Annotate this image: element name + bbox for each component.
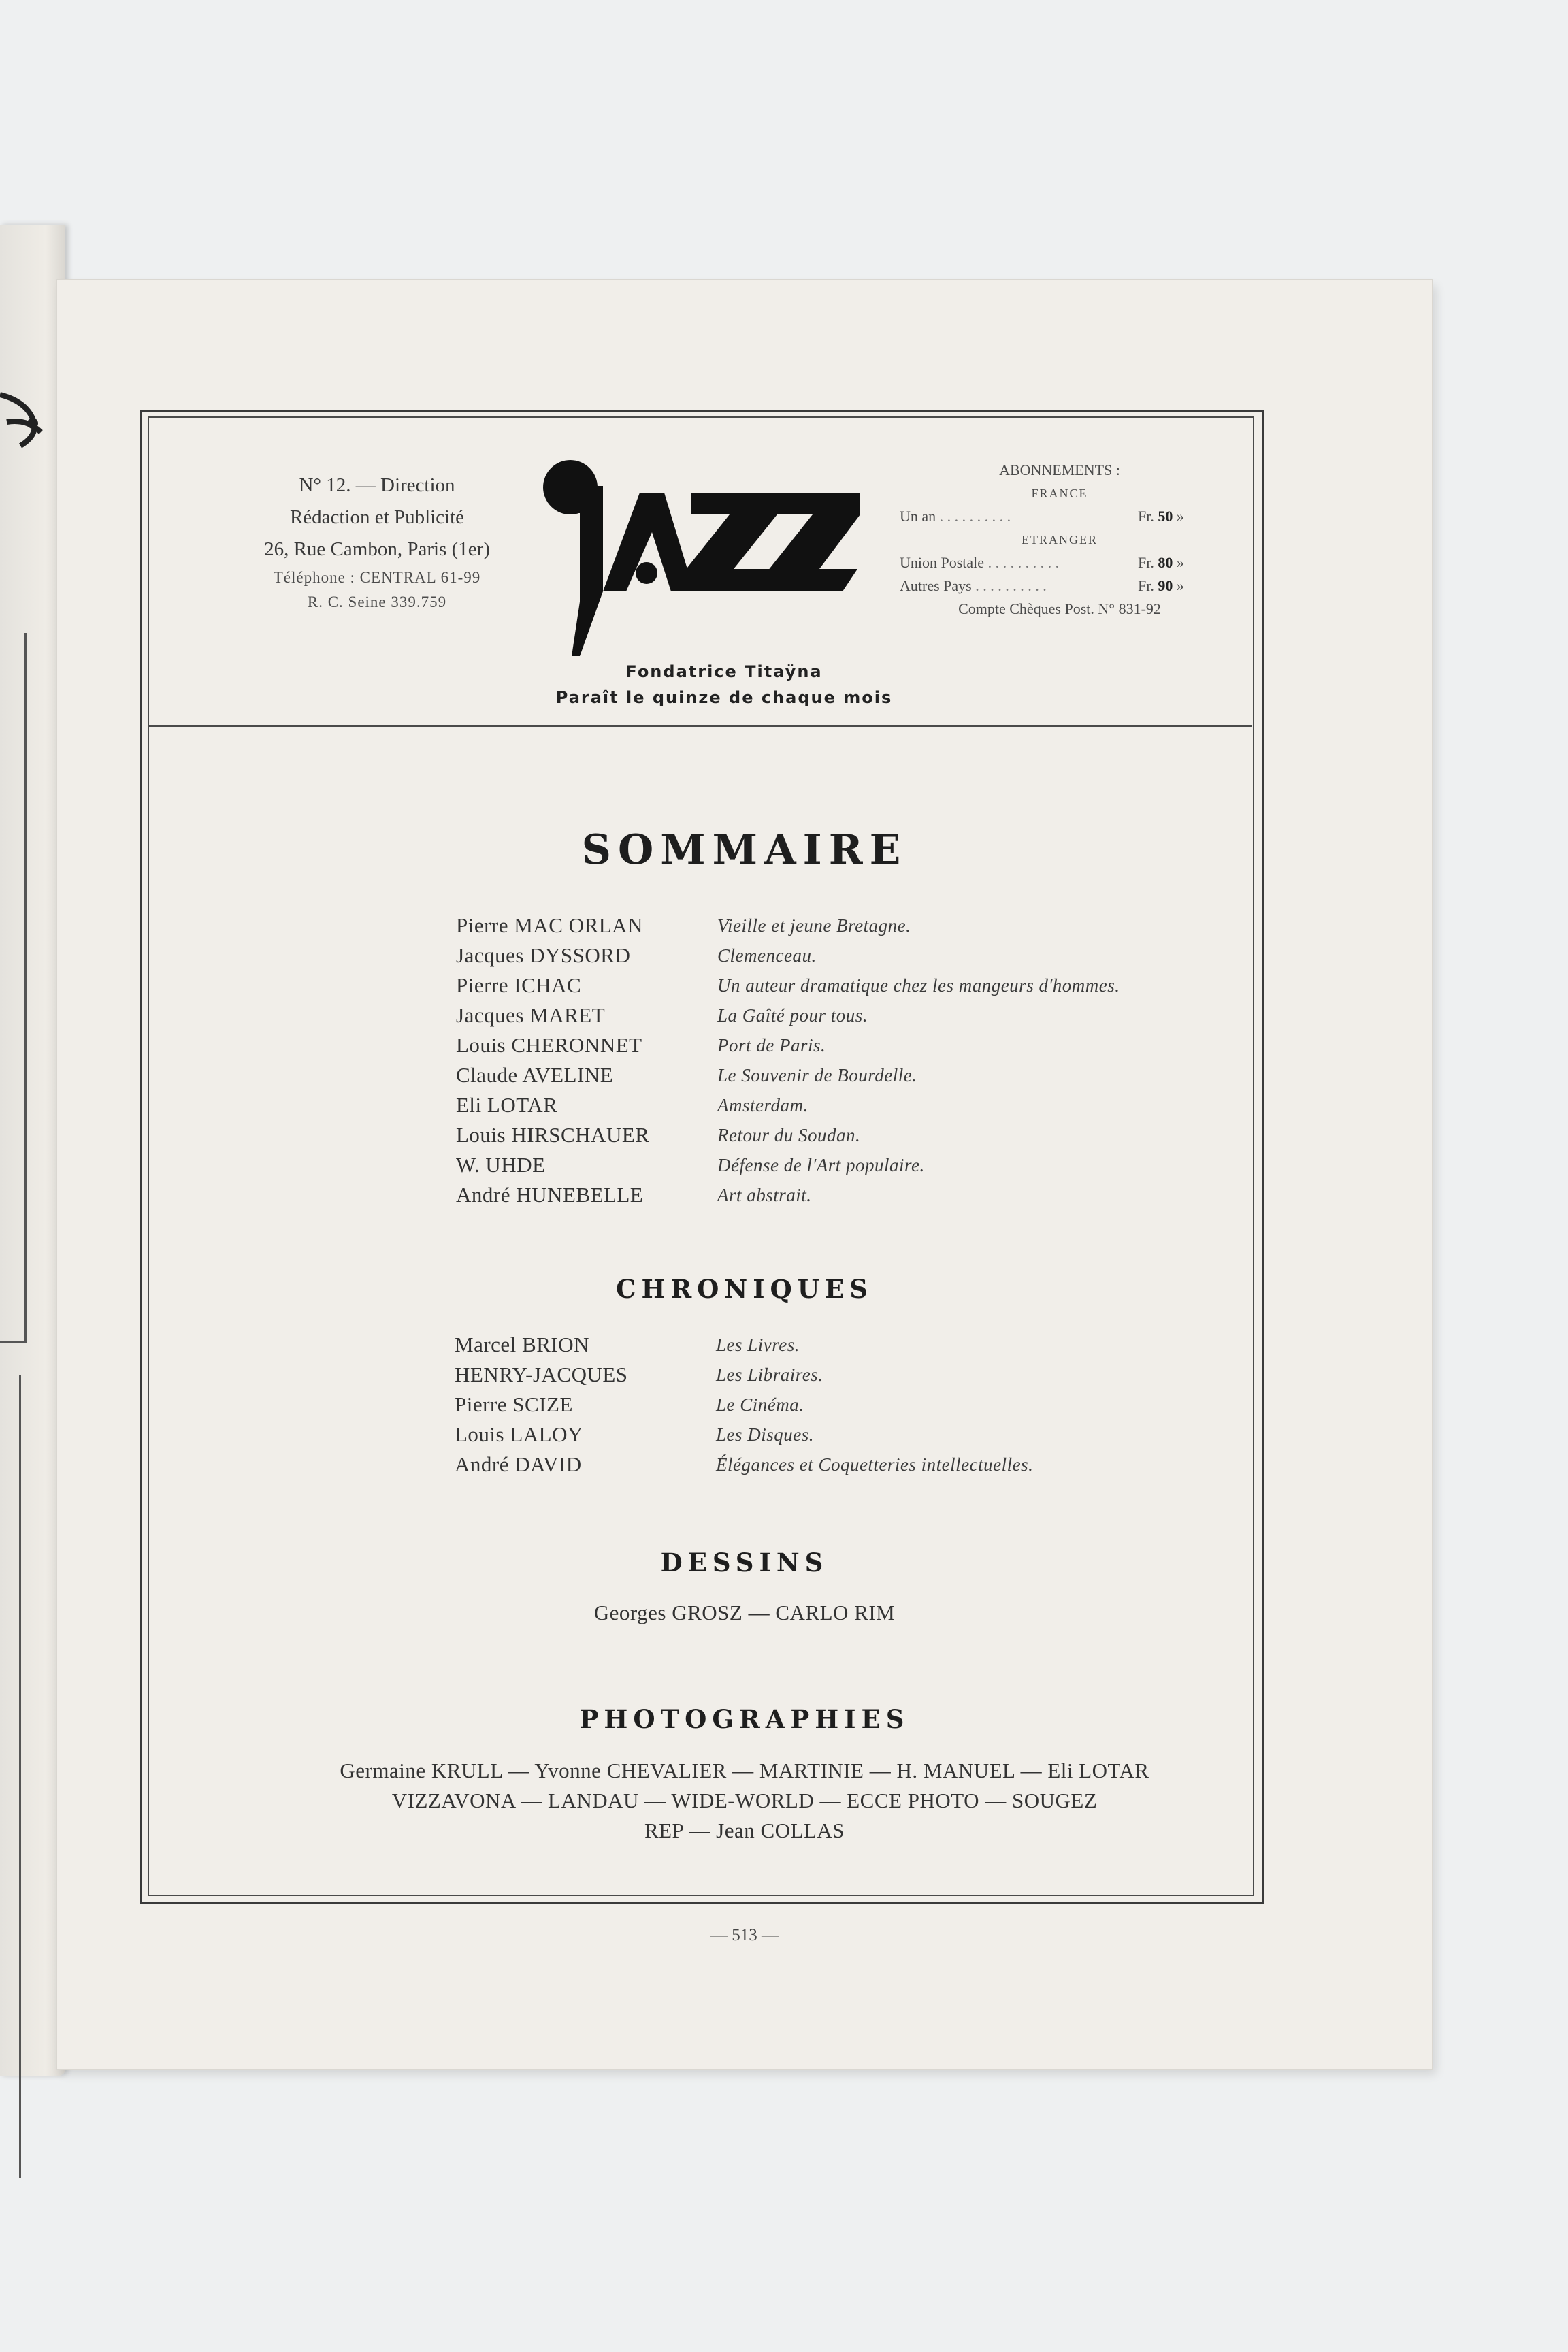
credits-line: Germaine KRULL — Yvonne CHEVALIER — MARTINIE — H. MANUEL — Eli LOTAR: [340, 1759, 1149, 1782]
price-label: Un an . . .: [900, 505, 1138, 528]
address-line: 26, Rue Cambon, Paris (1er): [264, 538, 490, 560]
list-item: [456, 1060, 1120, 1090]
dessins-title: DESSINS: [660, 1548, 829, 1578]
list-item: [456, 1180, 1120, 1210]
chroniques-title: CHRONIQUES: [616, 1274, 873, 1304]
article-title: La Gaîté pour tous.: [717, 1004, 868, 1026]
list-item: [456, 911, 1120, 941]
article-title: Amsterdam.: [717, 1094, 808, 1115]
sommaire-title: SOMMAIRE: [581, 826, 908, 874]
author: Eli LOTAR: [456, 1093, 558, 1117]
list-item: [456, 1120, 1120, 1150]
column-title: Le Cinéma.: [716, 1394, 804, 1415]
list-item: [455, 1360, 1033, 1390]
etranger-heading: ETRANGER: [1022, 533, 1098, 546]
price-value: Fr. 50 »: [1138, 508, 1184, 525]
list-item: [455, 1330, 1033, 1360]
jazz-logo: [538, 452, 864, 663]
frequency-line: Paraît le quinze de chaque mois: [555, 688, 893, 707]
price-label: Autres Pays . . .: [900, 574, 1138, 598]
registry-line: R. C. Seine 339.759: [307, 593, 447, 610]
author: Louis LALOY: [455, 1422, 583, 1446]
dessins-credits: Georges GROSZ — CARLO RIM: [593, 1601, 896, 1624]
list-item: [456, 941, 1120, 970]
author: Pierre MAC ORLAN: [456, 913, 643, 937]
price-label: Union Postale . . .: [900, 551, 1138, 574]
author: Jacques DYSSORD: [456, 943, 631, 967]
chroniques-list: [455, 1330, 1033, 1480]
founder-block: [506, 659, 942, 710]
list-item: [456, 1000, 1120, 1030]
article-title: Clemenceau.: [717, 945, 817, 966]
author: Marcel BRION: [455, 1333, 589, 1356]
author: Louis CHERONNET: [456, 1033, 642, 1057]
article-title: Un auteur dramatique chez les mangeurs d'hommes.: [717, 975, 1120, 996]
sommaire-list: [456, 911, 1120, 1210]
magazine-page: [57, 280, 1432, 2069]
article-title: Le Souvenir de Bourdelle.: [717, 1064, 917, 1085]
header-divider: [149, 725, 1252, 727]
photographies-title: PHOTOGRAPHIES: [579, 1704, 910, 1734]
article-title: Port de Paris.: [717, 1034, 826, 1056]
price-value: Fr. 80 »: [1138, 554, 1184, 571]
credits-line: REP — Jean COLLAS: [644, 1818, 845, 1842]
facing-page-rule: [0, 1375, 21, 2178]
subscriptions-heading: ABONNEMENTS :: [999, 461, 1120, 478]
column-title: Élégances et Coquetteries intellectuelles.: [716, 1454, 1034, 1475]
founder-line: Fondatrice Titaÿna: [625, 662, 823, 681]
article-title: Défense de l'Art populaire.: [717, 1154, 925, 1175]
list-item: [455, 1420, 1033, 1450]
column-title: Les Libraires.: [716, 1364, 823, 1385]
list-item: [455, 1390, 1033, 1420]
list-item: [456, 1030, 1120, 1060]
facing-page-rule: [0, 633, 27, 1343]
price-row: [900, 551, 1220, 574]
page-number: — 513 —: [710, 1926, 779, 1944]
facing-page-edge: [0, 225, 65, 2076]
issue-line: N° 12. — Direction: [299, 474, 455, 496]
account-line: Compte Chèques Post. N° 831-92: [958, 600, 1161, 617]
price-row: [900, 574, 1220, 598]
author: W. UHDE: [456, 1153, 546, 1177]
telephone-line: Téléphone : CENTRAL 61-99: [273, 569, 481, 586]
price-row: [900, 505, 1220, 528]
author: Jacques MARET: [456, 1003, 606, 1027]
author: HENRY-JACQUES: [455, 1362, 628, 1386]
author: André DAVID: [455, 1452, 582, 1476]
author: Louis HIRSCHAUER: [456, 1123, 650, 1147]
author: Pierre SCIZE: [455, 1392, 573, 1416]
credits-line: VIZZAVONA — LANDAU — WIDE-WORLD — ECCE PHOTO — SOUGEZ: [391, 1788, 1098, 1812]
column-title: Les Livres.: [716, 1334, 800, 1355]
article-title: Art abstrait.: [717, 1184, 812, 1205]
author: Claude AVELINE: [456, 1063, 614, 1087]
author: Pierre ICHAC: [456, 973, 582, 997]
column-title: Les Disques.: [716, 1424, 815, 1445]
photographies-credits: [57, 1756, 1432, 1846]
article-title: Vieille et jeune Bretagne.: [717, 915, 911, 936]
author: André HUNEBELLE: [456, 1183, 644, 1207]
editorial-address: [234, 470, 520, 615]
list-item: [456, 1090, 1120, 1120]
list-item: [456, 970, 1120, 1000]
france-heading: FRANCE: [1031, 487, 1088, 500]
price-value: Fr. 90 »: [1138, 577, 1184, 594]
article-title: Retour du Soudan.: [717, 1124, 861, 1145]
redaction-line: Rédaction et Publicité: [289, 506, 465, 528]
subscriptions-block: [900, 459, 1220, 621]
ornament-fragment: [0, 381, 48, 463]
list-item: [455, 1450, 1033, 1480]
list-item: [456, 1150, 1120, 1180]
